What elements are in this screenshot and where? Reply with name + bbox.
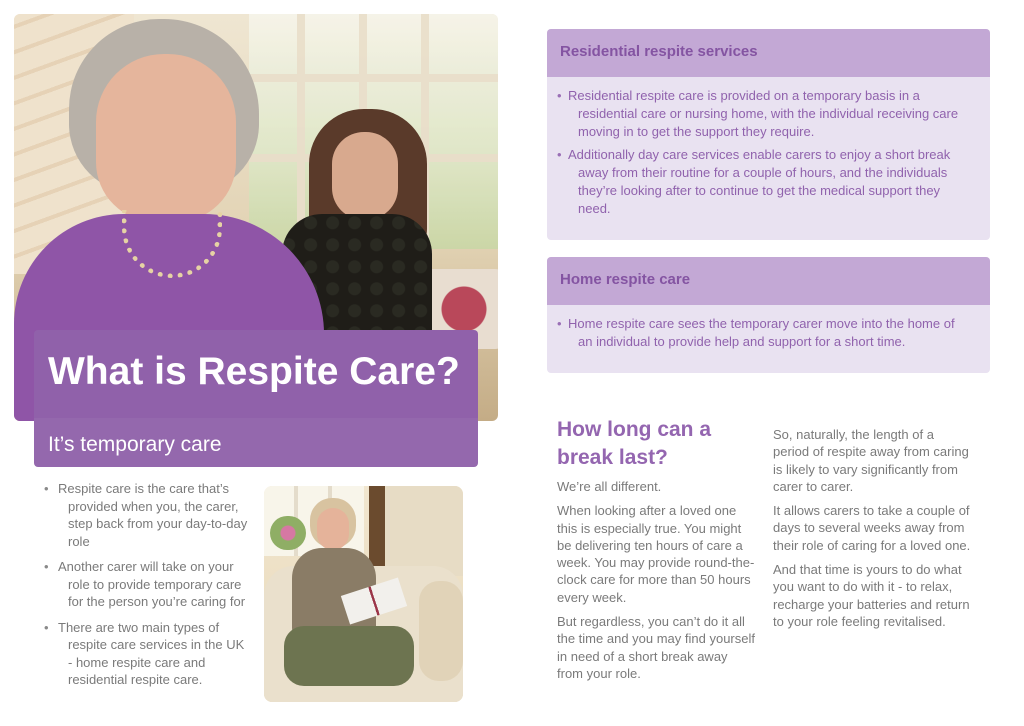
home-respite-heading: Home respite care: [547, 257, 990, 305]
list-item: • Additionally day care services enable carers to enjoy a short break away from their routine for a couple of hours, and the individuals they’re looking after to continue to get the medical support they need.: [557, 146, 960, 218]
home-respite-list: [547, 305, 990, 351]
wooden-beam-image: [369, 486, 463, 576]
paragraph: And that time is yours to do what you want to do with it - to relax, recharge your batteries and return to your role feeling revitalised.: [773, 562, 970, 629]
hero-title-panel: [34, 330, 478, 418]
page-title: What is Respite Care?: [48, 350, 460, 393]
reading-woman-photo: [264, 486, 463, 702]
list-item: • Another carer will take on your role to provide temporary care for the person you’re caring for: [44, 558, 249, 611]
residential-respite-heading: Residential respite services: [547, 29, 990, 77]
page-subtitle: It’s temporary care: [48, 433, 222, 456]
list-item: • Home respite care sees the temporary carer move into the home of an individual to provide help and support for a short time.: [557, 315, 960, 351]
home-respite-panel: [547, 257, 990, 373]
paragraph: When looking after a loved one this is especially true. You might be delivering ten hours of care a week. You may provide round-the-clock care for more than 50 hours every week.: [557, 503, 755, 605]
list-item: • Respite care is the care that’s provided when you, the carer, step back from your day-to-day role: [44, 480, 249, 550]
hero-subtitle-panel: [34, 418, 478, 467]
woman-face-image: [317, 508, 349, 550]
article-heading: How long can a break last?: [557, 418, 712, 469]
paragraph: So, naturally, the length of a period of respite away from caring is likely to vary significantly from carer to carer.: [773, 427, 969, 494]
article-column-right: [773, 426, 973, 637]
list-item: • There are two main types of respite care services in the UK - home respite care and residential respite care.: [44, 619, 249, 689]
paragraph: But regardless, you can’t do it all the time and you may find yourself in need of a short break away from your role.: [557, 614, 755, 681]
residential-respite-panel: [547, 29, 990, 240]
woman-skirt-image: [284, 626, 414, 686]
flowers-image: [270, 516, 306, 550]
sofa-arm-image: [419, 581, 463, 681]
article-column-left: [557, 478, 757, 689]
paragraph: We’re all different.: [557, 479, 662, 494]
intro-bullet-list: [44, 480, 249, 697]
list-item: • Residential respite care is provided on a temporary basis in a residential care or nursing home, with the individual receiving care moving in to get the support they require.: [557, 87, 960, 141]
carer-face-image: [332, 132, 398, 220]
elderly-woman-face-image: [96, 54, 236, 222]
residential-respite-list: [547, 77, 990, 218]
paragraph: It allows carers to take a couple of days to several weeks away from their role of caring for a loved one.: [773, 503, 971, 553]
